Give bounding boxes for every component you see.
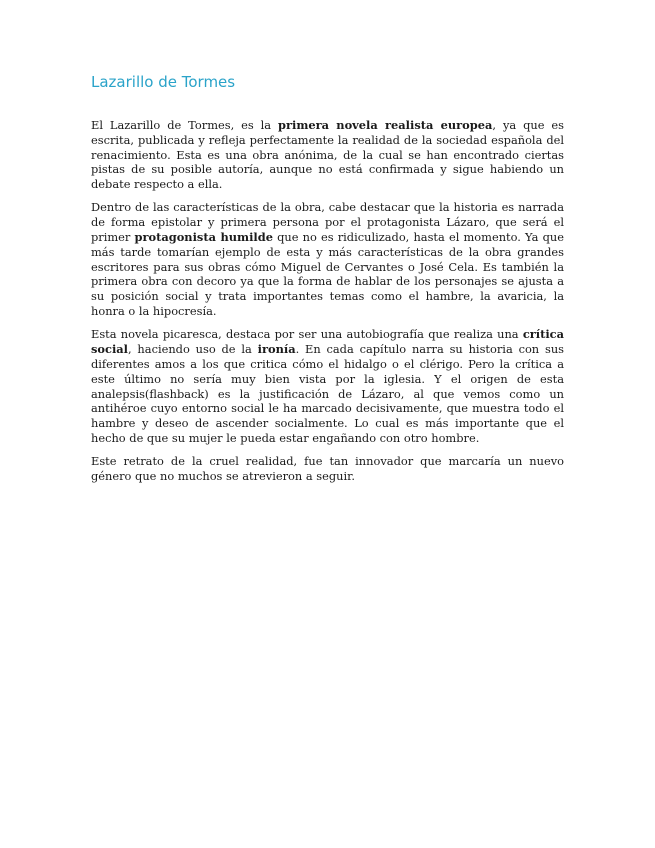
text-run: Dentro de las características de la obra, cabe destacar que la historia es narrada de forma epistolar y primera persona por el protagonista Lázaro, que será el primer — [91, 200, 564, 245]
text-run: Este retrato de la cruel realidad, fue tan innovador que marcaría un nuevo género que no muchos se atrevieron a seguir. — [91, 454, 564, 484]
bold-text-run: protagonista humilde — [134, 230, 273, 245]
paragraph — [91, 454, 564, 484]
text-run: , ya que es escrita, publicada y refleja perfectamente la realidad de la sociedad española del renacimiento. Esta es una obra anónima, de la cual se han encontrado ciertas pistas de su posible autoría, aunque no está confirmada y sigue habiendo un debate respecto a ella. — [91, 118, 565, 192]
text-run: . En cada capítulo narra su historia con sus diferentes amos a los que critica cómo el hidalgo o el clérigo. Pero la crítica a este último no sería muy bien vista por la iglesia. Y el origen de esta analepsis(flashback) es la justificación de Lázaro, al que vemos como un antihéroe cuyo entorno social le ha marcado decisivamente, que muestra todo el hambre y deseo de ascender socialmente. Lo cual es más importante que el hecho de que su mujer le pueda estar engañando con otro hombre. — [91, 342, 564, 445]
bold-text-run: primera novela realista europea — [278, 118, 493, 132]
paragraph — [91, 200, 564, 318]
document-body — [91, 118, 564, 492]
text-run: El Lazarillo de Tormes, es la — [91, 118, 279, 132]
bold-text-run: ironía — [257, 342, 296, 357]
text-run: , haciendo uso de la — [127, 342, 258, 357]
document-title: Lazarillo de Tormes — [91, 73, 236, 91]
text-run: Esta novela picaresca, destaca por ser una autobiografía que realiza una — [91, 327, 523, 342]
text-run: que no es ridiculizado, hasta el momento. Ya que más tarde tomarían ejemplo de esta y más características de la obra grandes escritores para sus obras cómo Miguel de Cervantes o José Cela. Es también la primera obra con decoro ya que la forma de hablar de los personajes se ajusta a su posición social y trata importantes temas como el hambre, la avaricia, la honra o la hipocresía. — [91, 230, 564, 319]
paragraph — [91, 327, 564, 445]
bold-text-run: crítica social — [91, 327, 564, 357]
paragraph — [91, 118, 564, 192]
